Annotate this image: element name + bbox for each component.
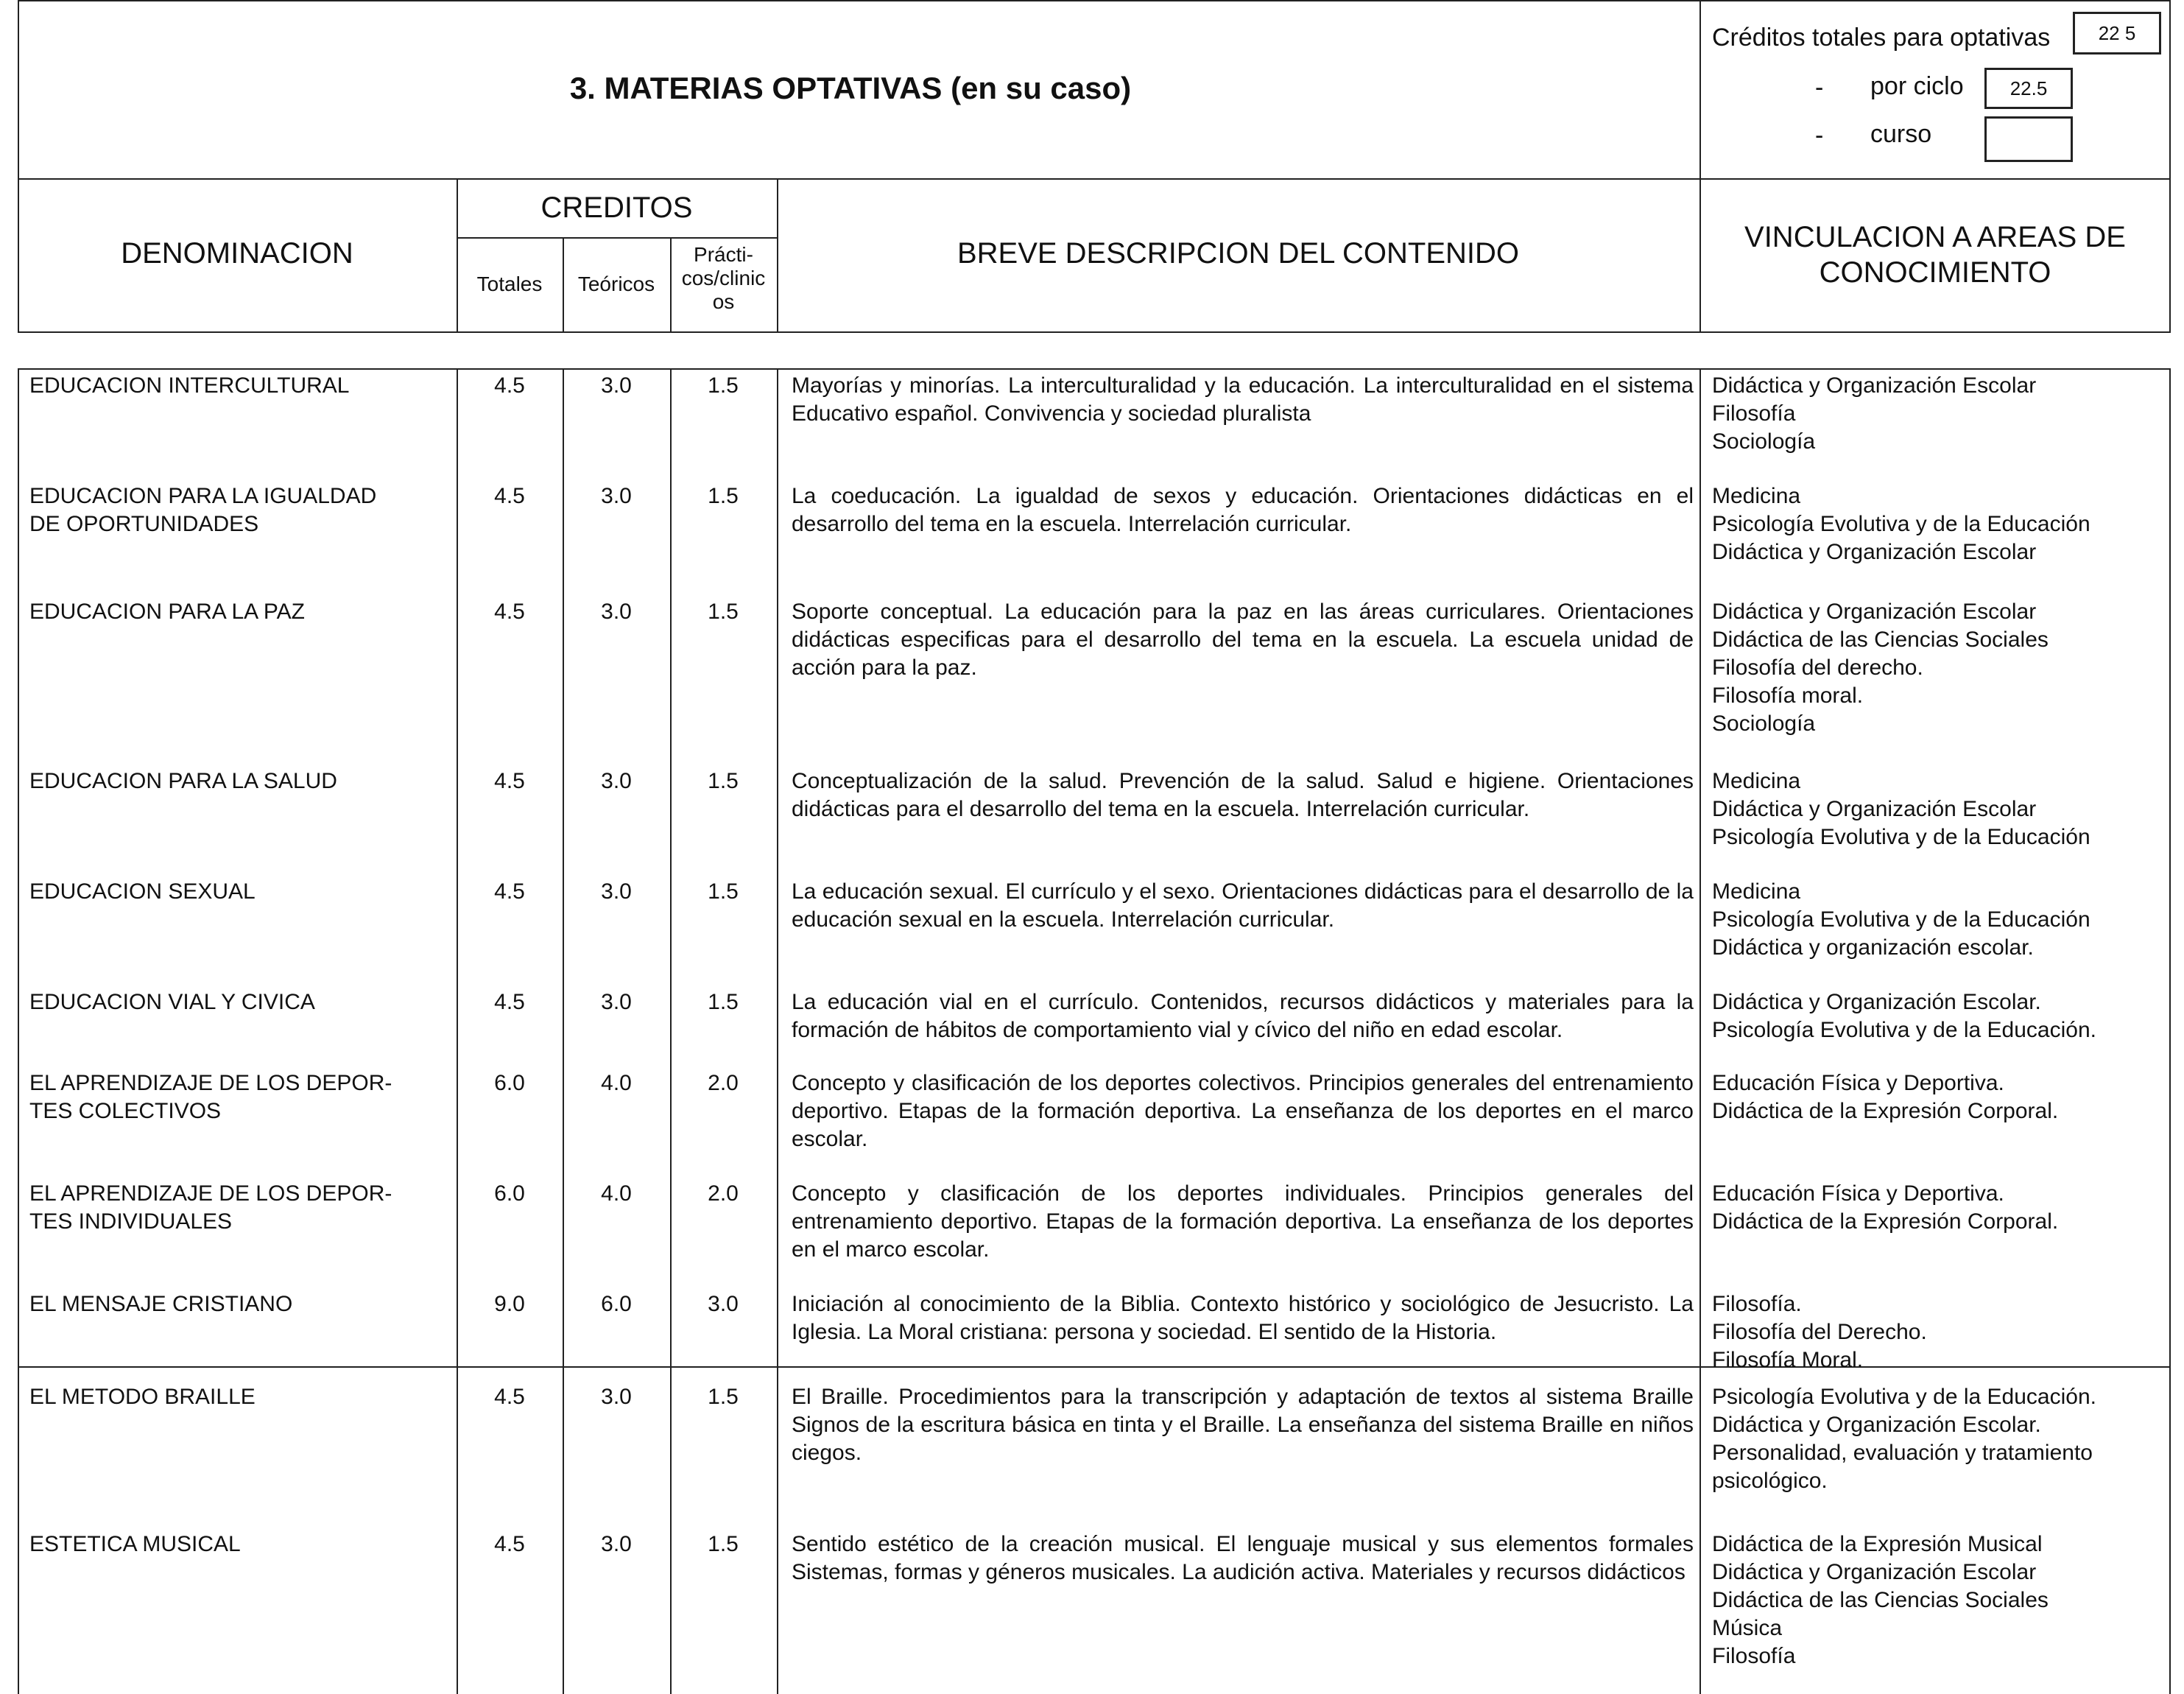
por-ciclo-dash: - [1815, 74, 1824, 102]
row-descripcion: La coeducación. La igualdad de sexos y educación. Orientaciones didácticas en el desarrollo del tema en la escuela. Interrelación curricular. [792, 484, 1694, 536]
row-practicos: 2.0 [708, 1071, 739, 1095]
curso-label: curso [1870, 120, 1932, 148]
por-ciclo-field[interactable]: 22.5 [1984, 68, 2073, 109]
row-practicos: 2.0 [708, 1181, 739, 1206]
row-totales: 4.5 [494, 769, 525, 793]
row-areas: Educación Física y Deportiva. Didáctica de la Expresión Corporal. [1712, 1181, 2059, 1234]
body-col-line-1 [457, 368, 458, 1694]
practicos-heading: Prácti- cos/clinic os [681, 243, 766, 313]
row-totales: 4.5 [494, 1532, 525, 1556]
row-areas: Medicina Didáctica y Organización Escolar Psicología Evolutiva y de la Educación [1712, 769, 2090, 849]
row-practicos: 1.5 [708, 373, 739, 398]
row-descripcion: Sentido estético de la creación musical. El lenguaje musical y sus elementos formales Sistemas, formas y géneros musicales. La audición activa. Materiales y recursos didácticos [792, 1532, 1694, 1584]
row-descripcion: Concepto y clasificación de los deportes colectivos. Principios generales del entrenamiento deportivo. Etapas de la formación deportiva. La enseñanza de los deportes en el marco escolar. [792, 1071, 1694, 1151]
row-descripcion: Iniciación al conocimiento de la Biblia. Contexto histórico y sociológico de Jesucristo. La Iglesia. La Moral cristiana: persona y sociedad. El sentido de la Historia. [792, 1292, 1694, 1344]
row-practicos: 1.5 [708, 600, 739, 624]
row-teoricos: 4.0 [601, 1181, 632, 1206]
row-totales: 6.0 [494, 1181, 525, 1206]
row-descripcion: La educación sexual. El currículo y el sexo. Orientaciones didácticas para el desarrollo de la educación sexual en la escuela. Interrelación curricular. [792, 879, 1694, 932]
row-areas: Didáctica y Organización Escolar Filosofía Sociología [1712, 373, 2037, 454]
row-areas: Didáctica de la Expresión Musical Didáctica y Organización Escolar Didáctica de las Ciencias Sociales Música Filosofía [1712, 1532, 2049, 1668]
row-teoricos: 6.0 [601, 1292, 632, 1316]
row-denominacion: EL APRENDIZAJE DE LOS DEPOR- TES INDIVIDUALES [29, 1181, 392, 1234]
row-areas: Medicina Psicología Evolutiva y de la Educación Didáctica y Organización Escolar [1712, 484, 2090, 564]
row-areas: Didáctica y Organización Escolar Didáctica de las Ciencias Sociales Filosofía del derecho. Filosofía moral. Sociología [1712, 600, 2049, 736]
row-descripcion: Concepto y clasificación de los deportes individuales. Principios generales del entrenamiento deportivo. Etapas de la formación deportiva. La enseñanza de los deportes en el marco escolar. [792, 1181, 1694, 1262]
row-totales: 6.0 [494, 1071, 525, 1095]
row-totales: 4.5 [494, 879, 525, 904]
row-teoricos: 3.0 [601, 600, 632, 624]
row-areas: Medicina Psicología Evolutiva y de la Educación Didáctica y organización escolar. [1712, 879, 2090, 960]
creditos-heading: CREDITOS [540, 191, 693, 224]
curso-dash: - [1815, 122, 1824, 150]
row-teoricos: 3.0 [601, 1532, 632, 1556]
row-areas: Didáctica y Organización Escolar. Psicología Evolutiva y de la Educación. [1712, 990, 2096, 1042]
row-descripcion: Mayorías y minorías. La interculturalidad y la educación. La interculturalidad en el sistema Educativo español. Convivencia y sociedad pluralista [792, 373, 1694, 426]
row-teoricos: 3.0 [601, 484, 632, 508]
row-descripcion: Conceptualización de la salud. Prevención de la salud. Salud e higiene. Orientaciones didácticas para el desarrollo del tema en la escuela. Interrelación curricular. [792, 769, 1694, 821]
row-denominacion: EDUCACION SEXUAL [29, 879, 256, 904]
row-teoricos: 3.0 [601, 879, 632, 904]
row-practicos: 1.5 [708, 990, 739, 1014]
row-totales: 4.5 [494, 990, 525, 1014]
row-practicos: 1.5 [708, 484, 739, 508]
body-col-line-2 [563, 368, 564, 1694]
body-col-line-5 [1699, 368, 1701, 1694]
row-teoricos: 4.0 [601, 1071, 632, 1095]
creditos-totales-label: Créditos totales para optativas [1712, 24, 2051, 52]
row-descripcion: La educación vial en el currículo. Contenidos, recursos didácticos y materiales para la formación de hábitos de comportamiento vial y cívico del niño en edad escolar. [792, 990, 1694, 1042]
row-practicos: 1.5 [708, 879, 739, 904]
row-practicos: 1.5 [708, 1532, 739, 1556]
page-title: 3. MATERIAS OPTATIVAS (en su caso) [569, 71, 1132, 105]
row-denominacion: ESTETICA MUSICAL [29, 1532, 241, 1556]
row-denominacion: EDUCACION PARA LA SALUD [29, 769, 337, 793]
totales-heading: Totales [476, 273, 543, 295]
row-denominacion: EDUCACION VIAL Y CIVICA [29, 990, 315, 1014]
curso-field[interactable] [1984, 116, 2073, 162]
row-practicos: 1.5 [708, 769, 739, 793]
creditos-totales-field[interactable]: 22 5 [2073, 12, 2161, 55]
por-ciclo-label: por ciclo [1870, 72, 1964, 100]
row-teoricos: 3.0 [601, 373, 632, 398]
row-areas: Educación Física y Deportiva. Didáctica de la Expresión Corporal. [1712, 1071, 2059, 1123]
row-totales: 4.5 [494, 1385, 525, 1409]
row-descripcion: Soporte conceptual. La educación para la paz en las áreas curriculares. Orientaciones didácticas especificas para el desarrollo del tema en la escuela. La escuela unidad de acción para la paz. [792, 600, 1694, 680]
row-practicos: 3.0 [708, 1292, 739, 1316]
row-totales: 9.0 [494, 1292, 525, 1316]
vinculacion-heading: VINCULACION A AREAS DE CONOCIMIENTO [1744, 221, 2126, 289]
row-totales: 4.5 [494, 600, 525, 624]
row-descripcion: El Braille. Procedimientos para la transcripción y adaptación de textos al sistema Braille Signos de la escritura básica en tinta y el Braille. La enseñanza del sistema Braille en niños ciegos. [792, 1385, 1694, 1465]
body-col-line-3 [670, 368, 672, 1694]
row-teoricos: 3.0 [601, 1385, 632, 1409]
descripcion-heading: BREVE DESCRIPCION DEL CONTENIDO [957, 237, 1520, 270]
teoricos-heading: Teóricos [577, 273, 655, 295]
row-totales: 4.5 [494, 373, 525, 398]
row-teoricos: 3.0 [601, 769, 632, 793]
body-col-line-4 [777, 368, 778, 1694]
row-teoricos: 3.0 [601, 990, 632, 1014]
row-denominacion: EL APRENDIZAJE DE LOS DEPOR- TES COLECTIVOS [29, 1071, 392, 1123]
row-denominacion: EL METODO BRAILLE [29, 1385, 256, 1409]
row-denominacion: EDUCACION PARA LA IGUALDAD DE OPORTUNIDADES [29, 484, 377, 536]
denominacion-heading: DENOMINACION [121, 237, 353, 270]
row-areas: Filosofía. Filosofía del Derecho. Filosofía Moral. [1712, 1292, 1927, 1372]
row-practicos: 1.5 [708, 1385, 739, 1409]
row-denominacion: EDUCACION INTERCULTURAL [29, 373, 350, 398]
row-denominacion: EDUCACION PARA LA PAZ [29, 600, 305, 624]
row-areas: Psicología Evolutiva y de la Educación. Didáctica y Organización Escolar. Personalidad, evaluación y tratamiento psicológico. [1712, 1385, 2096, 1493]
row-denominacion: EL MENSAJE CRISTIANO [29, 1292, 293, 1316]
creditos-split-line [457, 237, 777, 239]
row-totales: 4.5 [494, 484, 525, 508]
